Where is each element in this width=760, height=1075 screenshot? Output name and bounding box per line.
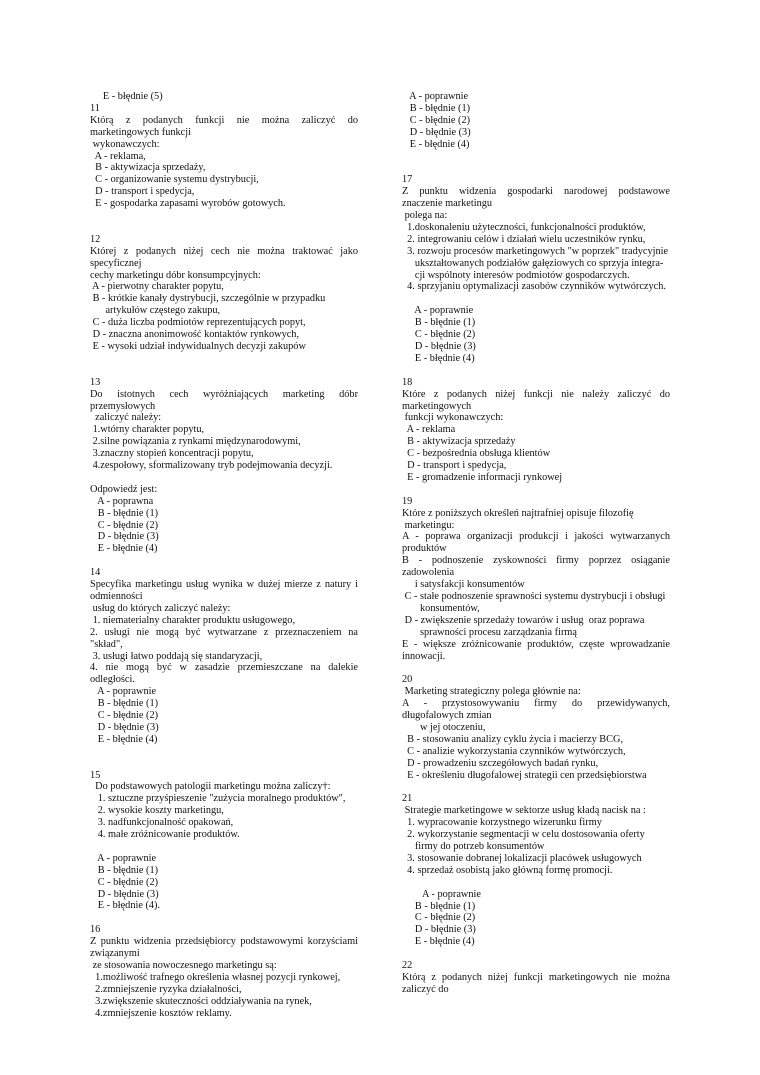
text-line: B - błędnie (1): [90, 507, 159, 519]
text-line: C - stałe podnoszenie sprawności systemu dystrybucji i obsługi: [402, 590, 666, 602]
blank-line: [90, 555, 358, 567]
text-line: znaczenie marketingu: [402, 198, 493, 210]
text-line: 12: [90, 233, 101, 245]
blank-line: [90, 210, 358, 222]
text-line: wykonawczych:: [90, 138, 160, 150]
text-line: marketingu:: [402, 519, 455, 531]
text-line: Której z podanych niżej cech nie można traktować jako: [90, 245, 358, 257]
text-line: ukształtowanych podziałów gałęziowych co sprzyja integra-: [402, 257, 664, 269]
text-line: A - reklama: [402, 424, 456, 436]
text-line: przemysłowych: [90, 400, 156, 412]
text-line: 2. wykorzystanie segmentacji w celu dostosowania oferty: [402, 829, 645, 841]
text-line: D - błędnie (3): [90, 888, 159, 900]
text-line: C - analizie wykorzystania czynników wytwórczych,: [402, 745, 626, 757]
text-line: C - błędnie (2): [90, 876, 159, 888]
left-column: [90, 91, 358, 1020]
text-line: B - aktywizacja sprzedaży: [402, 436, 516, 448]
blank-line: [90, 912, 358, 924]
text-line: D - zwiększenie sprzedaży towarów i usług oraz poprawa: [402, 614, 645, 626]
text-line: "skład",: [90, 638, 123, 650]
text-line: C - błędnie (2): [90, 710, 159, 722]
text-line: marketingowych: [402, 400, 472, 412]
text-line: 3.zwiększenie skuteczności oddziaływania na rynek,: [90, 995, 312, 1007]
text-line: cechy marketingu dóbr konsumpcyjnych:: [90, 269, 261, 281]
text-line: C - błędnie (2): [90, 519, 159, 531]
blank-line: [90, 222, 358, 234]
text-line: C - błędnie (2): [402, 114, 471, 126]
text-line: innowacji.: [402, 650, 446, 662]
text-line: E - błędnie (5): [90, 91, 163, 102]
text-line: 4. nie mogą być w zasadzie przemieszczane na dalekie: [90, 662, 358, 674]
text-line: 2.zmniejszenie ryzyka działalności,: [90, 983, 242, 995]
text-line: produktów: [402, 543, 447, 555]
text-line: 3. usługi łatwo poddają się standaryzacji,: [90, 650, 263, 662]
text-line: D - błędnie (3): [402, 924, 476, 936]
text-line: E - większe zróżnicowanie produktów, częste wprowadzanie: [402, 638, 670, 650]
text-line: w jej otoczeniu,: [402, 721, 486, 733]
text-line: C - bezpośrednia obsługa klientów: [402, 448, 551, 460]
text-line: B - aktywizacja sprzedaży,: [90, 162, 206, 174]
text-line: 11: [90, 102, 100, 114]
text-line: C - duża liczba podmiotów reprezentujących popyt,: [90, 317, 306, 329]
text-line: D - błędnie (3): [90, 531, 159, 543]
blank-line: [90, 841, 358, 853]
text-line: E - błędnie (4): [402, 352, 475, 364]
blank-line: [402, 877, 670, 889]
text-line: B - podnoszenie zyskowności firmy poprzez osiąganie: [402, 555, 670, 567]
text-line: 1.doskonaleniu użyteczności, funkcjonalności produktów,: [402, 221, 646, 233]
text-line: Które z podanych niżej funkcji nie należy zaliczyć do: [402, 388, 670, 400]
text-line: ze stosowania nowoczesnego marketingu są:: [90, 960, 277, 971]
text-line: 1. sztuczne przyśpieszenie "zużycia moralnego produktów",: [90, 793, 346, 805]
text-line: Którą z podanych niżej funkcji marketingowych nie można: [402, 971, 670, 983]
text-line: 4. sprzedaż osobistą jako główną formę promocji.: [402, 864, 613, 876]
text-line: 15: [90, 769, 101, 781]
text-line: 4. małe zróżnicowanie produktów.: [90, 829, 240, 841]
text-line: specyficznej: [90, 257, 142, 269]
text-line: A - poprawnie: [402, 91, 469, 102]
text-line: 3. stosowanie dobranej lokalizacji placówek usługowych: [402, 852, 642, 864]
text-line: 3. rozwoju procesów marketingowych "w poprzek" tradycyjnie: [402, 245, 669, 257]
text-line: firmy do potrzeb konsumentów: [402, 840, 545, 852]
text-line: B - krótkie kanały dystrybucji, szczególnie w przypadku: [90, 293, 326, 305]
text-line: zadowolenia: [402, 567, 455, 579]
text-line: A - poprawa organizacji produkcji i jakości wytwarzanych: [402, 531, 670, 543]
text-line: E - błędnie (4): [90, 733, 158, 745]
text-line: C - organizowanie systemu dystrybucji,: [90, 174, 259, 186]
text-line: A - poprawna: [90, 495, 154, 507]
text-line: odległości.: [90, 674, 135, 686]
text-line: 4.zespołowy, sformalizowany tryb podejmowania decyzji.: [90, 460, 333, 472]
text-line: A - poprawnie: [402, 888, 481, 900]
blank-line: [402, 365, 670, 377]
text-line: B - stosowaniu analizy cyklu życia i macierzy BCG,: [402, 733, 624, 745]
text-line: 3.znaczny stopień koncentracji popytu,: [90, 448, 254, 460]
text-line: 2. integrowaniu celów i działań wielu uczestników rynku,: [402, 233, 646, 245]
text-line: B - błędnie (1): [402, 102, 471, 114]
text-line: 22: [402, 960, 413, 972]
text-line: konsumentów,: [402, 602, 480, 614]
blank-line: [90, 353, 358, 365]
text-line: E - błędnie (4).: [90, 900, 161, 912]
text-line: Z punktu widzenia gospodarki narodowej podstawowe: [402, 186, 670, 198]
text-line: 4.zmniejszenie kosztów reklamy.: [90, 1007, 232, 1019]
text-line: 21: [402, 793, 413, 805]
text-line: E - gromadzenie informacji rynkowej: [402, 471, 563, 483]
text-line: 4. sprzyjaniu optymalizacji zasobów czynników wytwórczych.: [402, 281, 666, 293]
text-line: 1.możliwość trafnego określenia własnej pozycji rynkowej,: [90, 971, 341, 983]
text-line: Do podstawowych patologii marketingu można zaliczy†:: [90, 781, 331, 793]
blank-line: [402, 162, 670, 174]
text-line: 19: [402, 495, 413, 507]
text-line: D - błędnie (3): [90, 721, 159, 733]
text-line: 18: [402, 376, 413, 388]
text-line: E - błędnie (4): [402, 138, 470, 150]
text-line: polega na:: [402, 210, 448, 222]
text-line: 2. usługi nie mogą być wytwarzane z przeznaczeniem na: [90, 626, 358, 638]
blank-line: [90, 472, 358, 484]
text-line: zaliczyć do: [402, 983, 449, 995]
blank-line: [402, 484, 670, 496]
text-line: artykułów częstego zakupu,: [90, 305, 221, 317]
text-line: funkcji wykonawczych:: [402, 412, 504, 424]
blank-line: [90, 758, 358, 770]
text-line: A - poprawnie: [402, 305, 474, 317]
text-line: D - prowadzeniu szczegółowych badań rynku,: [402, 757, 599, 769]
text-line: E - wysoki udział indywidualnych decyzji zakupów: [90, 341, 306, 352]
text-line: Specyfika marketingu usług wynika w dużej mierze z natury i: [90, 579, 358, 591]
text-line: A - reklama,: [90, 150, 146, 162]
text-line: D - błędnie (3): [402, 340, 476, 352]
text-line: Które z poniższych określeń najtrafniej opisuje filozofię: [402, 507, 634, 519]
text-line: Odpowiedź jest:: [90, 483, 158, 495]
right-column: [402, 91, 670, 996]
text-line: Z punktu widzenia przedsiębiorcy podstawowymi korzyściami: [90, 936, 358, 948]
text-line: Do istotnych cech wyróżniających marketing dóbr: [90, 388, 358, 400]
text-line: D - transport i spedycja,: [402, 460, 507, 472]
text-line: E - błędnie (4): [90, 543, 158, 555]
blank-line: [402, 151, 670, 163]
blank-line: [402, 293, 670, 305]
text-line: C - błędnie (2): [402, 912, 476, 924]
text-line: 1. niematerialny charakter produktu usługowego,: [90, 614, 296, 626]
text-line: A - poprawnie: [90, 686, 157, 698]
text-line: E - błędnie (4): [402, 936, 475, 948]
text-line: 2.silne powiązania z rynkami międzynarodowymi,: [90, 436, 301, 448]
text-line: A - przystosowywaniu firmy do przewidywanych,: [402, 698, 670, 710]
text-line: A - poprawnie: [90, 852, 157, 864]
blank-line: [402, 662, 670, 674]
text-line: usług do których zaliczyć należy:: [90, 602, 231, 614]
text-line: i satysfakcji konsumentów: [402, 579, 525, 591]
text-line: 16: [90, 924, 101, 936]
text-line: długofalowych zmian: [402, 710, 492, 722]
text-line: 13: [90, 376, 101, 388]
text-line: B - błędnie (1): [402, 317, 476, 329]
text-line: D - znaczna anonimowość kontaktów rynkowych,: [90, 329, 300, 341]
text-line: 1. wypracowanie korzystnego wizerunku firmy: [402, 817, 602, 829]
text-line: 1.wtórny charakter popytu,: [90, 424, 205, 436]
text-line: 14: [90, 567, 101, 579]
text-line: D - transport i spedycja,: [90, 186, 195, 198]
text-line: 17: [402, 174, 413, 186]
blank-line: [402, 781, 670, 793]
text-line: 3. nadfunkcjonalność opakowań,: [90, 817, 234, 829]
text-line: E - gospodarka zapasami wyrobów gotowych.: [90, 198, 286, 210]
blank-line: [90, 365, 358, 377]
text-line: związanymi: [90, 948, 140, 960]
text-line: D - błędnie (3): [402, 126, 471, 138]
text-line: B - błędnie (1): [402, 900, 476, 912]
text-line: 2. wysokie koszty marketingu,: [90, 805, 224, 817]
text-line: Strategie marketingowe w sektorze usług kładą nacisk na :: [402, 805, 646, 817]
text-line: Którą z podanych funkcji nie można zaliczyć do: [90, 114, 358, 126]
blank-line: [90, 746, 358, 758]
blank-line: [402, 948, 670, 960]
text-line: B - błędnie (1): [90, 864, 159, 876]
text-line: C - błędnie (2): [402, 329, 476, 341]
text-line: 20: [402, 674, 413, 686]
text-line: sprawności procesu zarządzania firmą: [402, 626, 577, 638]
text-line: Marketing strategiczny polega głównie na:: [402, 686, 581, 698]
text-line: cji wspólnoty interesów podmiotów gospodarczych.: [402, 269, 630, 281]
text-line: E - określeniu długofalowej strategii cen przedsiębiorstwa: [402, 769, 647, 781]
text-line: B - błędnie (1): [90, 698, 159, 710]
text-line: odmienności: [90, 590, 143, 602]
text-line: zaliczyć należy:: [90, 412, 162, 424]
text-line: A - pierwotny charakter popytu,: [90, 281, 224, 293]
text-line: marketingowych funkcji: [90, 126, 191, 138]
